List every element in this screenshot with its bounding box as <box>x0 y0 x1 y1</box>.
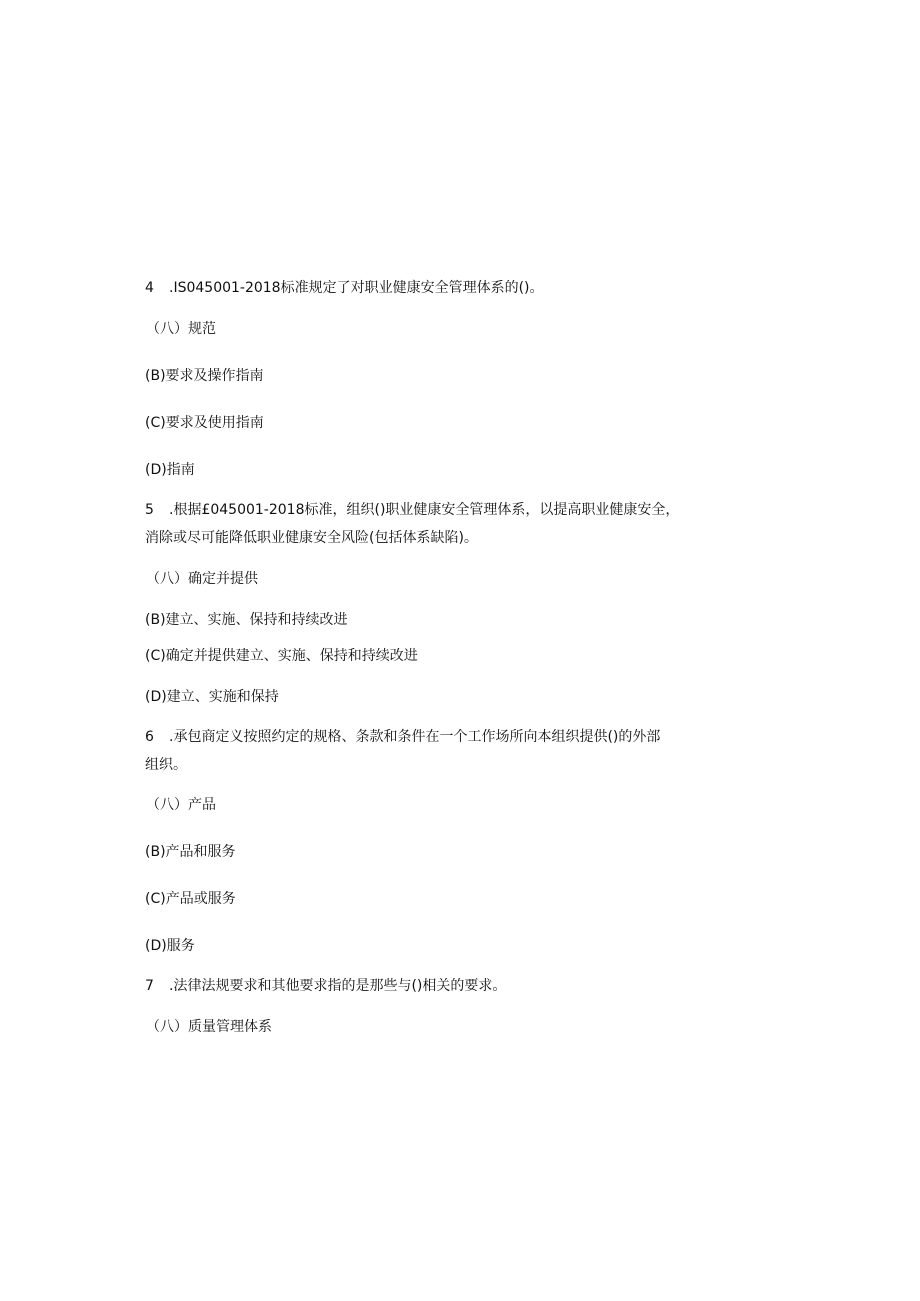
question-text: .承包商定义按照约定的规格、条款和条件在一个工作场所向本组织提供()的外部 <box>169 729 661 745</box>
question-number: 5 <box>145 502 154 518</box>
question-5-stem-continued: 消除或尽可能降低职业健康安全风险(包括体系缺陷)。 <box>145 530 478 546</box>
question-5-option-a: （八）确定并提供 <box>146 571 258 587</box>
question-7-option-a: （八）质量管理体系 <box>146 1019 272 1035</box>
question-6-option-a: （八）产品 <box>146 797 216 813</box>
question-number: 6 <box>145 729 154 745</box>
question-5-stem <box>145 501 679 519</box>
question-5-option-c: (C)确定并提供建立、实施、保持和持续改进 <box>145 648 418 664</box>
question-7-stem <box>145 977 506 995</box>
question-6-option-b: (B)产品和服务 <box>145 844 236 860</box>
question-4-option-d: (D)指南 <box>145 462 195 478</box>
question-6-option-d: (D)服务 <box>145 938 195 954</box>
question-text: .法律法规要求和其他要求指的是那些与()相关的要求。 <box>169 978 507 994</box>
question-text: .IS045001-2018标准规定了对职业健康安全管理体系的()。 <box>169 280 544 296</box>
question-number: 4 <box>145 280 154 296</box>
question-6-option-c: (C)产品或服务 <box>145 891 236 907</box>
question-5-option-d: (D)建立、实施和保持 <box>145 689 279 705</box>
question-text: .根据£045001-2018标准，组织()职业健康安全管理体系，以提高职业健康安全， <box>169 502 680 518</box>
question-4-option-a: （八）规范 <box>146 321 216 337</box>
question-4-stem <box>145 279 544 297</box>
question-6-stem-continued: 组织。 <box>145 757 187 773</box>
question-6-stem <box>145 728 660 746</box>
question-4-option-c: (C)要求及使用指南 <box>145 415 264 431</box>
question-4-option-b: (B)要求及操作指南 <box>145 368 264 384</box>
question-5-option-b: (B)建立、实施、保持和持续改进 <box>145 612 348 628</box>
question-number: 7 <box>145 978 154 994</box>
